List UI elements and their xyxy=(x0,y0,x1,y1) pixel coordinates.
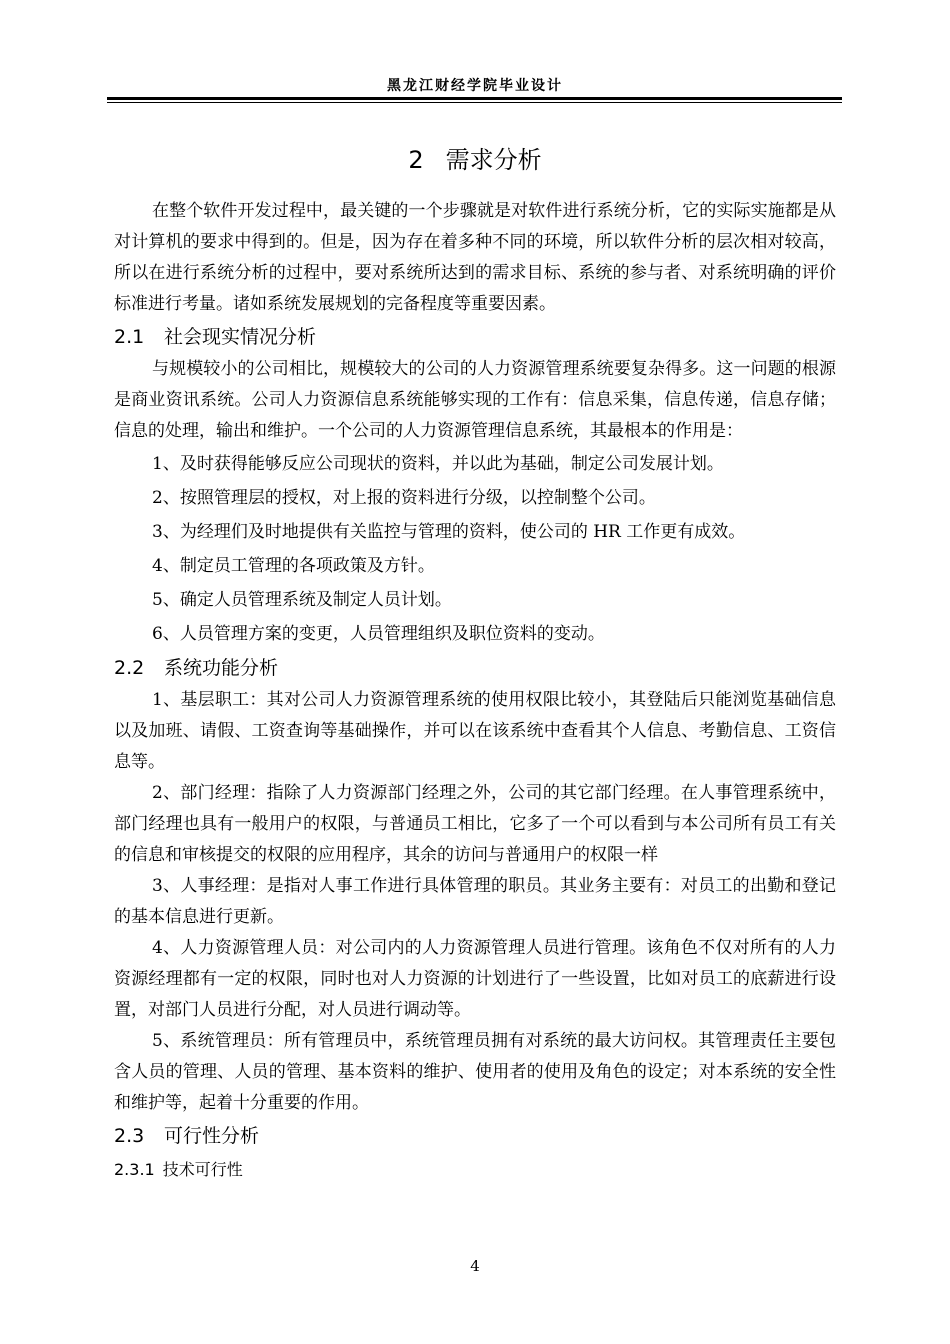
chapter-title xyxy=(0,140,950,175)
list-item: 5、确定人员管理系统及制定人员计划。 xyxy=(152,590,452,610)
role-paragraph: 3、人事经理：是指对人事工作进行具体管理的职员。其业务主要有：对员工的出勤和登记的基本信息进行更新。 xyxy=(114,876,836,927)
section-title: 系统功能分析 xyxy=(164,657,279,679)
page-header-title: 黑龙江财经学院毕业设计 xyxy=(387,78,563,94)
subsection-heading-2-3-1 xyxy=(114,1153,836,1187)
role-paragraph: 1、基层职工：其对公司人力资源管理系统的使用权限比较小，其登陆后只能浏览基础信息以及加班、请假、工资查询等基础操作，并可以在该系统中查看其个人信息、考勤信息、工资信息等。 xyxy=(114,690,836,772)
intro-paragraph: 在整个软件开发过程中，最关键的一个步骤就是对软件进行系统分析，它的实际实施都是从对计算机的要求中得到的。但是，因为存在着多种不同的环境，所以软件分析的层次相对较高，所以在进行系统分析的过程中，要对系统所达到的需求目标、系统的参与者、对系统明确的评价标准进行考量。诸如系统发展规划的完备程度等重要因素。 xyxy=(114,201,836,314)
section-heading-2-1 xyxy=(114,320,836,354)
list-item: 6、人员管理方案的变更，人员管理组织及职位资料的变动。 xyxy=(152,624,605,644)
section-title: 可行性分析 xyxy=(164,1125,260,1147)
list-item: 2、按照管理层的授权，对上报的资料进行分级，以控制整个公司。 xyxy=(152,488,656,508)
role-paragraph: 4、人力资源管理人员：对公司内的人力资源管理人员进行管理。该角色不仅对所有的人力资源经理都有一定的权限，同时也对人力资源的计划进行了一些设置，比如对员工的底薪进行设置，对部门人员进行分配，对人员进行调动等。 xyxy=(114,938,836,1020)
section-number: 2.3 xyxy=(114,1125,145,1147)
role-paragraph: 2、部门经理：指除了人力资源部门经理之外，公司的其它部门经理。在人事管理系统中，部门经理也具有一般用户的权限，与普通员工相比，它多了一个可以看到与本公司所有员工有关的信息和审核提交的权限的应用程序，其余的访问与普通用户的权限一样 xyxy=(114,783,836,865)
page-number: 4 xyxy=(470,1257,480,1275)
role-paragraph: 5、系统管理员：所有管理员中，系统管理员拥有对系统的最大访问权。其管理责任主要包含人员的管理、人员的管理、基本资料的维护、使用者的使用及角色的设定；对本系统的安全性和维护等，起着十分重要的作用。 xyxy=(114,1031,836,1113)
header-rule-thin xyxy=(107,102,842,103)
section-paragraph: 与规模较小的公司相比，规模较大的公司的人力资源管理系统要复杂得多。这一问题的根源是商业资讯系统。公司人力资源信息系统能够实现的工作有：信息采集，信息传递，信息存储；信息的处理，输出和维护。一个公司的人力资源管理信息系统，其最根本的作用是： xyxy=(114,359,836,441)
section-number: 2.2 xyxy=(114,657,145,679)
chapter-number: 2 xyxy=(408,146,424,174)
header-rule-thick xyxy=(107,97,842,100)
list-item: 3、为经理们及时地提供有关监控与管理的资料，使公司的 HR 工作更有成效。 xyxy=(152,522,746,542)
section-number: 2.1 xyxy=(114,326,145,348)
list-item: 1、及时获得能够反应公司现状的资料，并以此为基础，制定公司发展计划。 xyxy=(152,454,724,474)
section-heading-2-2 xyxy=(114,651,836,685)
document-body xyxy=(114,196,836,1187)
subsection-number: 2.3.1 xyxy=(114,1160,155,1179)
subsection-title: 技术可行性 xyxy=(162,1160,243,1179)
chapter-title-text: 需求分析 xyxy=(445,146,542,174)
list-item: 4、制定员工管理的各项政策及方针。 xyxy=(152,556,435,576)
section-title: 社会现实情况分析 xyxy=(164,326,317,348)
section-heading-2-3 xyxy=(114,1119,836,1153)
